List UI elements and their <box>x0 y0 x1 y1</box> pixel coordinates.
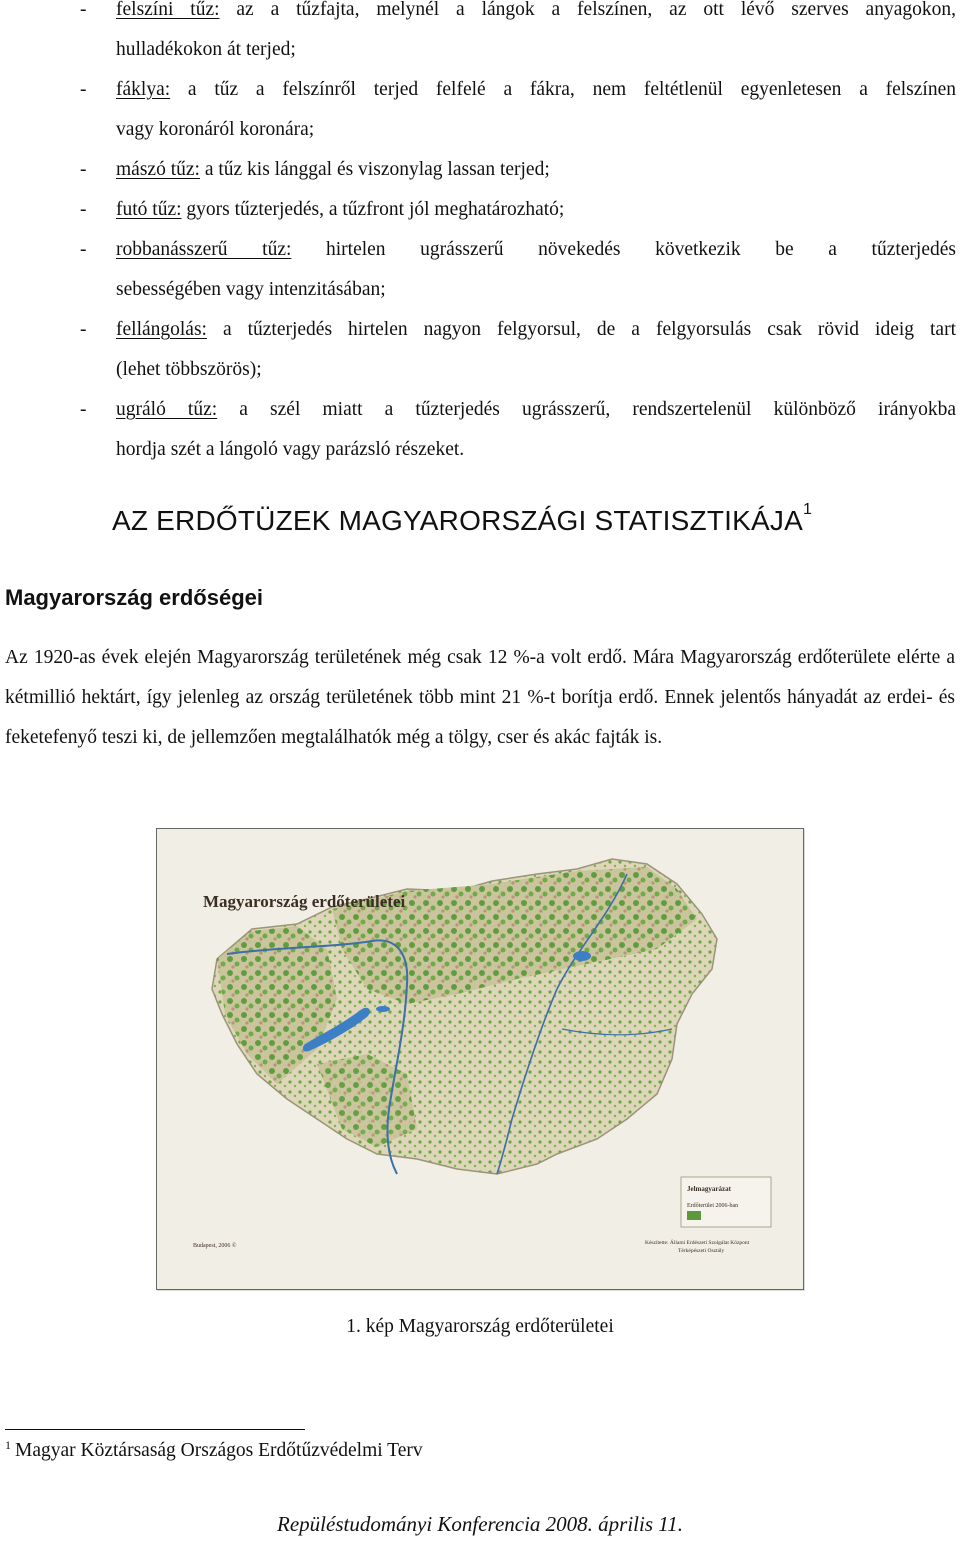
list-item-line: hordja szét a lángoló vagy parázsló részeket. <box>116 439 465 460</box>
legend-title: Jelmagyarázat <box>687 1185 731 1193</box>
list-item-line <box>116 230 956 270</box>
list-item-line <box>116 0 956 30</box>
definition: a tűzterjedés hirtelen nagyon felgyorsul, de a felgyorsulás csak rövid ideig tart <box>206 319 956 340</box>
figure-caption: 1. kép Magyarország erdőterületei <box>346 1316 614 1337</box>
subheading: Magyarország erdőségei <box>5 585 263 610</box>
term: felszíni tűz: <box>116 0 220 20</box>
map-title: Magyarország erdőterületei <box>203 892 406 911</box>
map-credit-right: Készítette: Állami Erdészeti Szolgálat Központ <box>645 1240 750 1246</box>
term: fáklya: <box>116 79 171 100</box>
footnote <box>5 1440 423 1462</box>
lake-velence <box>376 1006 390 1012</box>
lake-tisza <box>573 951 591 961</box>
definition: hirtelen ugrásszerű növekedés következik be a tűzterjedés <box>291 239 956 260</box>
legend-label: Erdőterület 2006-ban <box>687 1203 739 1209</box>
list-item-line: hulladékokon át terjed; <box>116 39 296 60</box>
list-item-line: vagy koronáról koronára; <box>116 119 315 140</box>
list-dash: - <box>80 399 87 420</box>
footnote-reference: 1 <box>802 501 813 518</box>
list-item-line <box>116 310 956 350</box>
list-dash: - <box>80 79 87 100</box>
legend-swatch <box>687 1211 701 1220</box>
list-item-line <box>116 390 956 430</box>
list-dash: - <box>80 0 87 20</box>
list-item-line <box>116 190 956 230</box>
footnote-mark: 1 <box>5 1438 11 1452</box>
list-dash: - <box>80 239 87 260</box>
definition: gyors tűzterjedés, a tűzfront jól meghatározható; <box>181 199 565 220</box>
definition: a tűz a felszínről terjed felfelé a fákra, nem feltétlenül egyenletesen a felszínen <box>170 79 956 100</box>
definition: az a tűzfajta, melynél a lángok a felszínen, az ott lévő szerves anyagokon, <box>219 0 956 20</box>
list-dash: - <box>80 319 87 340</box>
term: futó tűz: <box>116 199 182 220</box>
term: fellángolás: <box>116 319 207 340</box>
page-footer: Repüléstudományi Konferencia 2008. április 11. <box>277 1512 683 1536</box>
section-heading <box>112 501 813 537</box>
footnote-separator <box>5 1429 305 1430</box>
map-credit-right-line2: Térképészeti Osztály <box>678 1248 725 1254</box>
forest-map <box>157 829 803 1289</box>
map-credit-left: Budapest, 2006 © <box>193 1243 237 1249</box>
term: mászó tűz: <box>116 159 200 180</box>
footnote-text: Magyar Köztársaság Országos Erdőtűzvédelmi Terv <box>15 1440 423 1461</box>
term: ugráló tűz: <box>116 399 218 420</box>
term: robbanásszerű tűz: <box>116 239 292 260</box>
list-item-line: sebességében vagy intenzitásában; <box>116 279 386 300</box>
forest-map-figure <box>156 828 804 1290</box>
section-heading-text: AZ ERDŐTÜZEK MAGYARORSZÁGI STATISZTIKÁJA <box>112 505 803 536</box>
list-item-line: (lehet többszörös); <box>116 359 262 380</box>
list-dash: - <box>80 199 87 220</box>
definition: a szél miatt a tűzterjedés ugrásszerű, rendszertelenül különböző irányokba <box>217 399 956 420</box>
list-item-line <box>116 70 956 110</box>
body-paragraph: Az 1920-as évek elején Magyarország területének még csak 12 %-a volt erdő. Mára Magyarország erdőterülete elérte a kétmillió hektárt, így jelenleg az ország területének több mint 21 %-t borítja erdő. Ennek jelentős hányadát az erdei- és feketefenyő teszi ki, de jellemzően megtalálhatók még a tölgy, cser és akác fajták is. <box>5 647 955 748</box>
list-item-line <box>116 150 956 190</box>
definition: a tűz kis lánggal és viszonylag lassan terjed; <box>199 159 550 180</box>
list-dash: - <box>80 159 87 180</box>
